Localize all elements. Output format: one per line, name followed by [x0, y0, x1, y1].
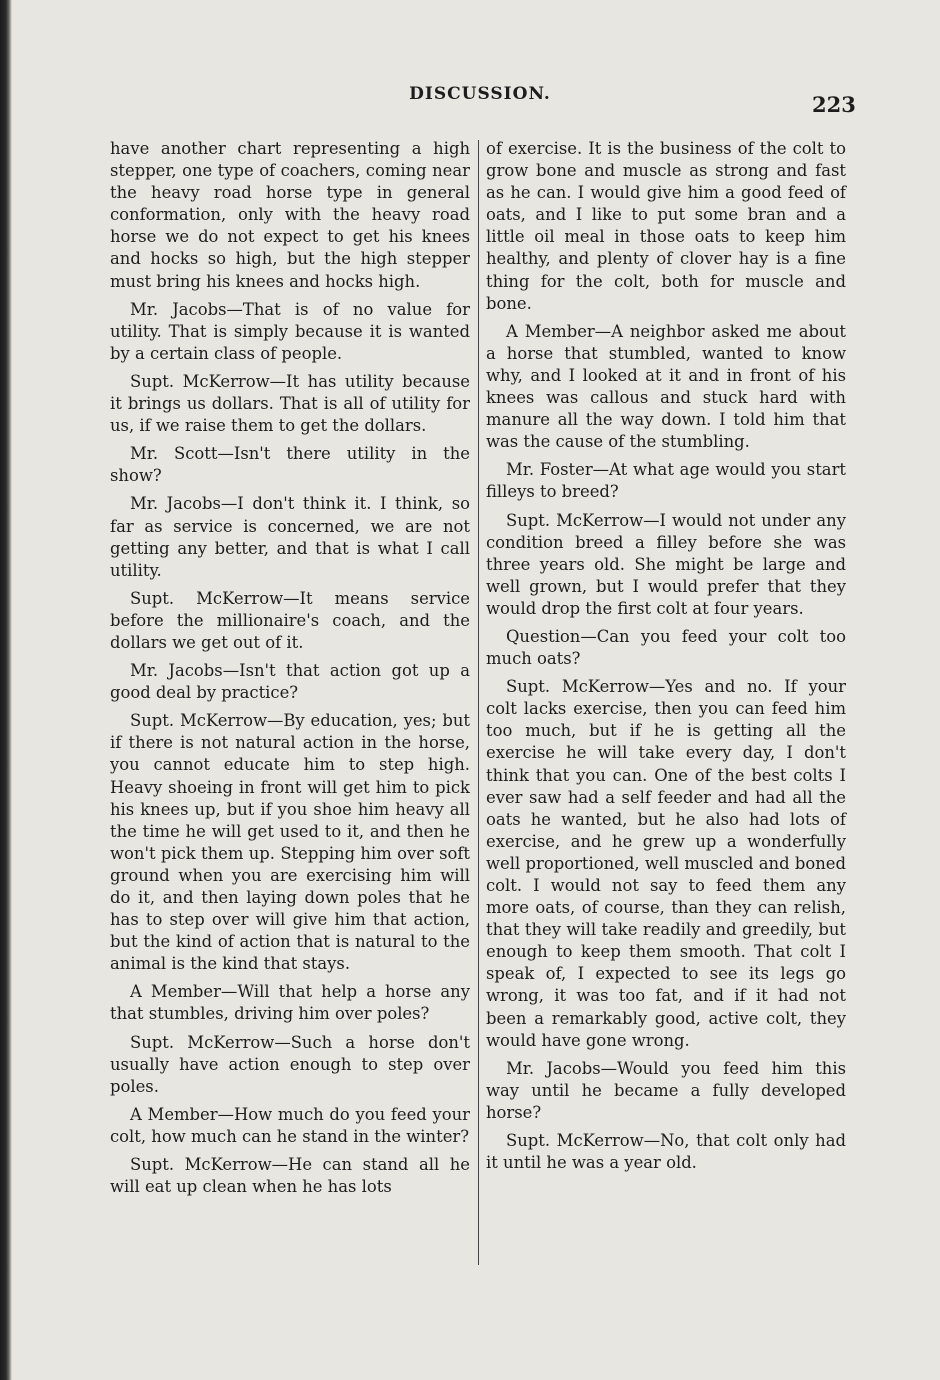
- paragraph: of exercise. It is the business of the colt to grow bone and muscle as strong and fast as he can. I would give him a good feed of oats, and I like to put some bran and a little oil meal in those oats to keep him healthy, and plenty of clover hay is a fine thing for the colt, both for muscle and bone.: [486, 139, 846, 313]
- paragraph: Mr. Foster—At what age would you start filleys to breed?: [486, 460, 846, 502]
- paragraph: A Member—A neighbor asked me about a horse that stumbled, wanted to know why, and I looked at it and in front of his knees was callous and stuck hard with manure all the way down. I told him that was the cause of the stumbling.: [486, 321, 846, 452]
- paragraph: Supt. McKerrow—It has utility because it brings us dollars. That is all of utility for us, if we raise them to get the dollars.: [110, 371, 470, 436]
- paragraph: Supt. McKerrow—I would not under any condition breed a filley before she was three years old. She might be large and well grown, but I would prefer that they would drop the first colt at four years.: [486, 510, 846, 618]
- paragraph: Supt. McKerrow—By education, yes; but if there is not natural action in the horse, you cannot educate him to step high. Heavy shoeing in front will get him to pick his knees up, but if you shoe him heavy all the time he will get used to it, and then he won't pick them up. Stepping him over soft ground when you are exercising him will do it, and then laying down poles that he has to step over will give him that action, but the kind of action that is natural to the animal is the kind that stays.: [110, 711, 470, 974]
- paragraph: Mr. Scott—Isn't there utility in the show?: [110, 444, 470, 486]
- paragraph: A Member—How much do you feed your colt, how much can he stand in the winter?: [110, 1104, 470, 1146]
- paragraph: Supt. McKerrow—Such a horse don't usually have action enough to step over poles.: [110, 1032, 470, 1096]
- paragraph: Supt. McKerrow—No, that colt only had it until he was a year old.: [486, 1131, 846, 1173]
- paragraph: Mr. Jacobs—Would you feed him this way until he became a fully developed horse?: [486, 1058, 846, 1122]
- right-column: [486, 138, 846, 1180]
- paragraph: A Member—Will that help a horse any that stumbles, driving him over poles?: [110, 982, 470, 1024]
- paragraph: Supt. McKerrow—Yes and no. If your colt lacks exercise, then you can feed him too much, but if he is getting all the exercise he will take every day, I don't think that you can. One of the best colts I ever saw had a self feeder and had all the oats he wanted, but he also had lots of exercise, and he grew up a wonderfully well proportioned, well muscled and boned colt. I would not say to feed them any more oats, of course, than they can relish, that they will take readily and greedily, but enough to keep them smooth. That colt I speak of, I expected to see its legs go wrong, it was too fat, and if it had not been a remarkably good, active colt, they would have gone wrong.: [486, 677, 846, 1050]
- paragraph: Supt. McKerrow—He can stand all he will eat up clean when he has lots: [110, 1155, 470, 1197]
- left-column: [110, 138, 470, 1204]
- paragraph: have another chart representing a high stepper, one type of coachers, coming near the heavy road horse type in general conformation, only with the heavy road horse we do not expect to get his knees and hocks so high, but the high stepper must bring his knees and hocks high.: [110, 139, 470, 291]
- running-head-title: DISCUSSION.: [409, 84, 551, 104]
- paragraph: Mr. Jacobs—I don't think it. I think, so far as service is concerned, we are not getting any better, and that is what I call utility.: [110, 494, 470, 580]
- paragraph: Supt. McKerrow—It means service before the millionaire's coach, and the dollars we get out of it.: [110, 588, 470, 652]
- page-number: 223: [812, 92, 856, 117]
- column-divider: [478, 140, 479, 1265]
- paragraph: Question—Can you feed your colt too much oats?: [486, 626, 846, 669]
- paragraph: Mr. Jacobs—Isn't that action got up a good deal by practice?: [110, 661, 470, 703]
- book-binding-edge: [0, 0, 12, 1380]
- paragraph: Mr. Jacobs—That is of no value for utility. That is simply because it is wanted by a certain class of people.: [110, 299, 470, 363]
